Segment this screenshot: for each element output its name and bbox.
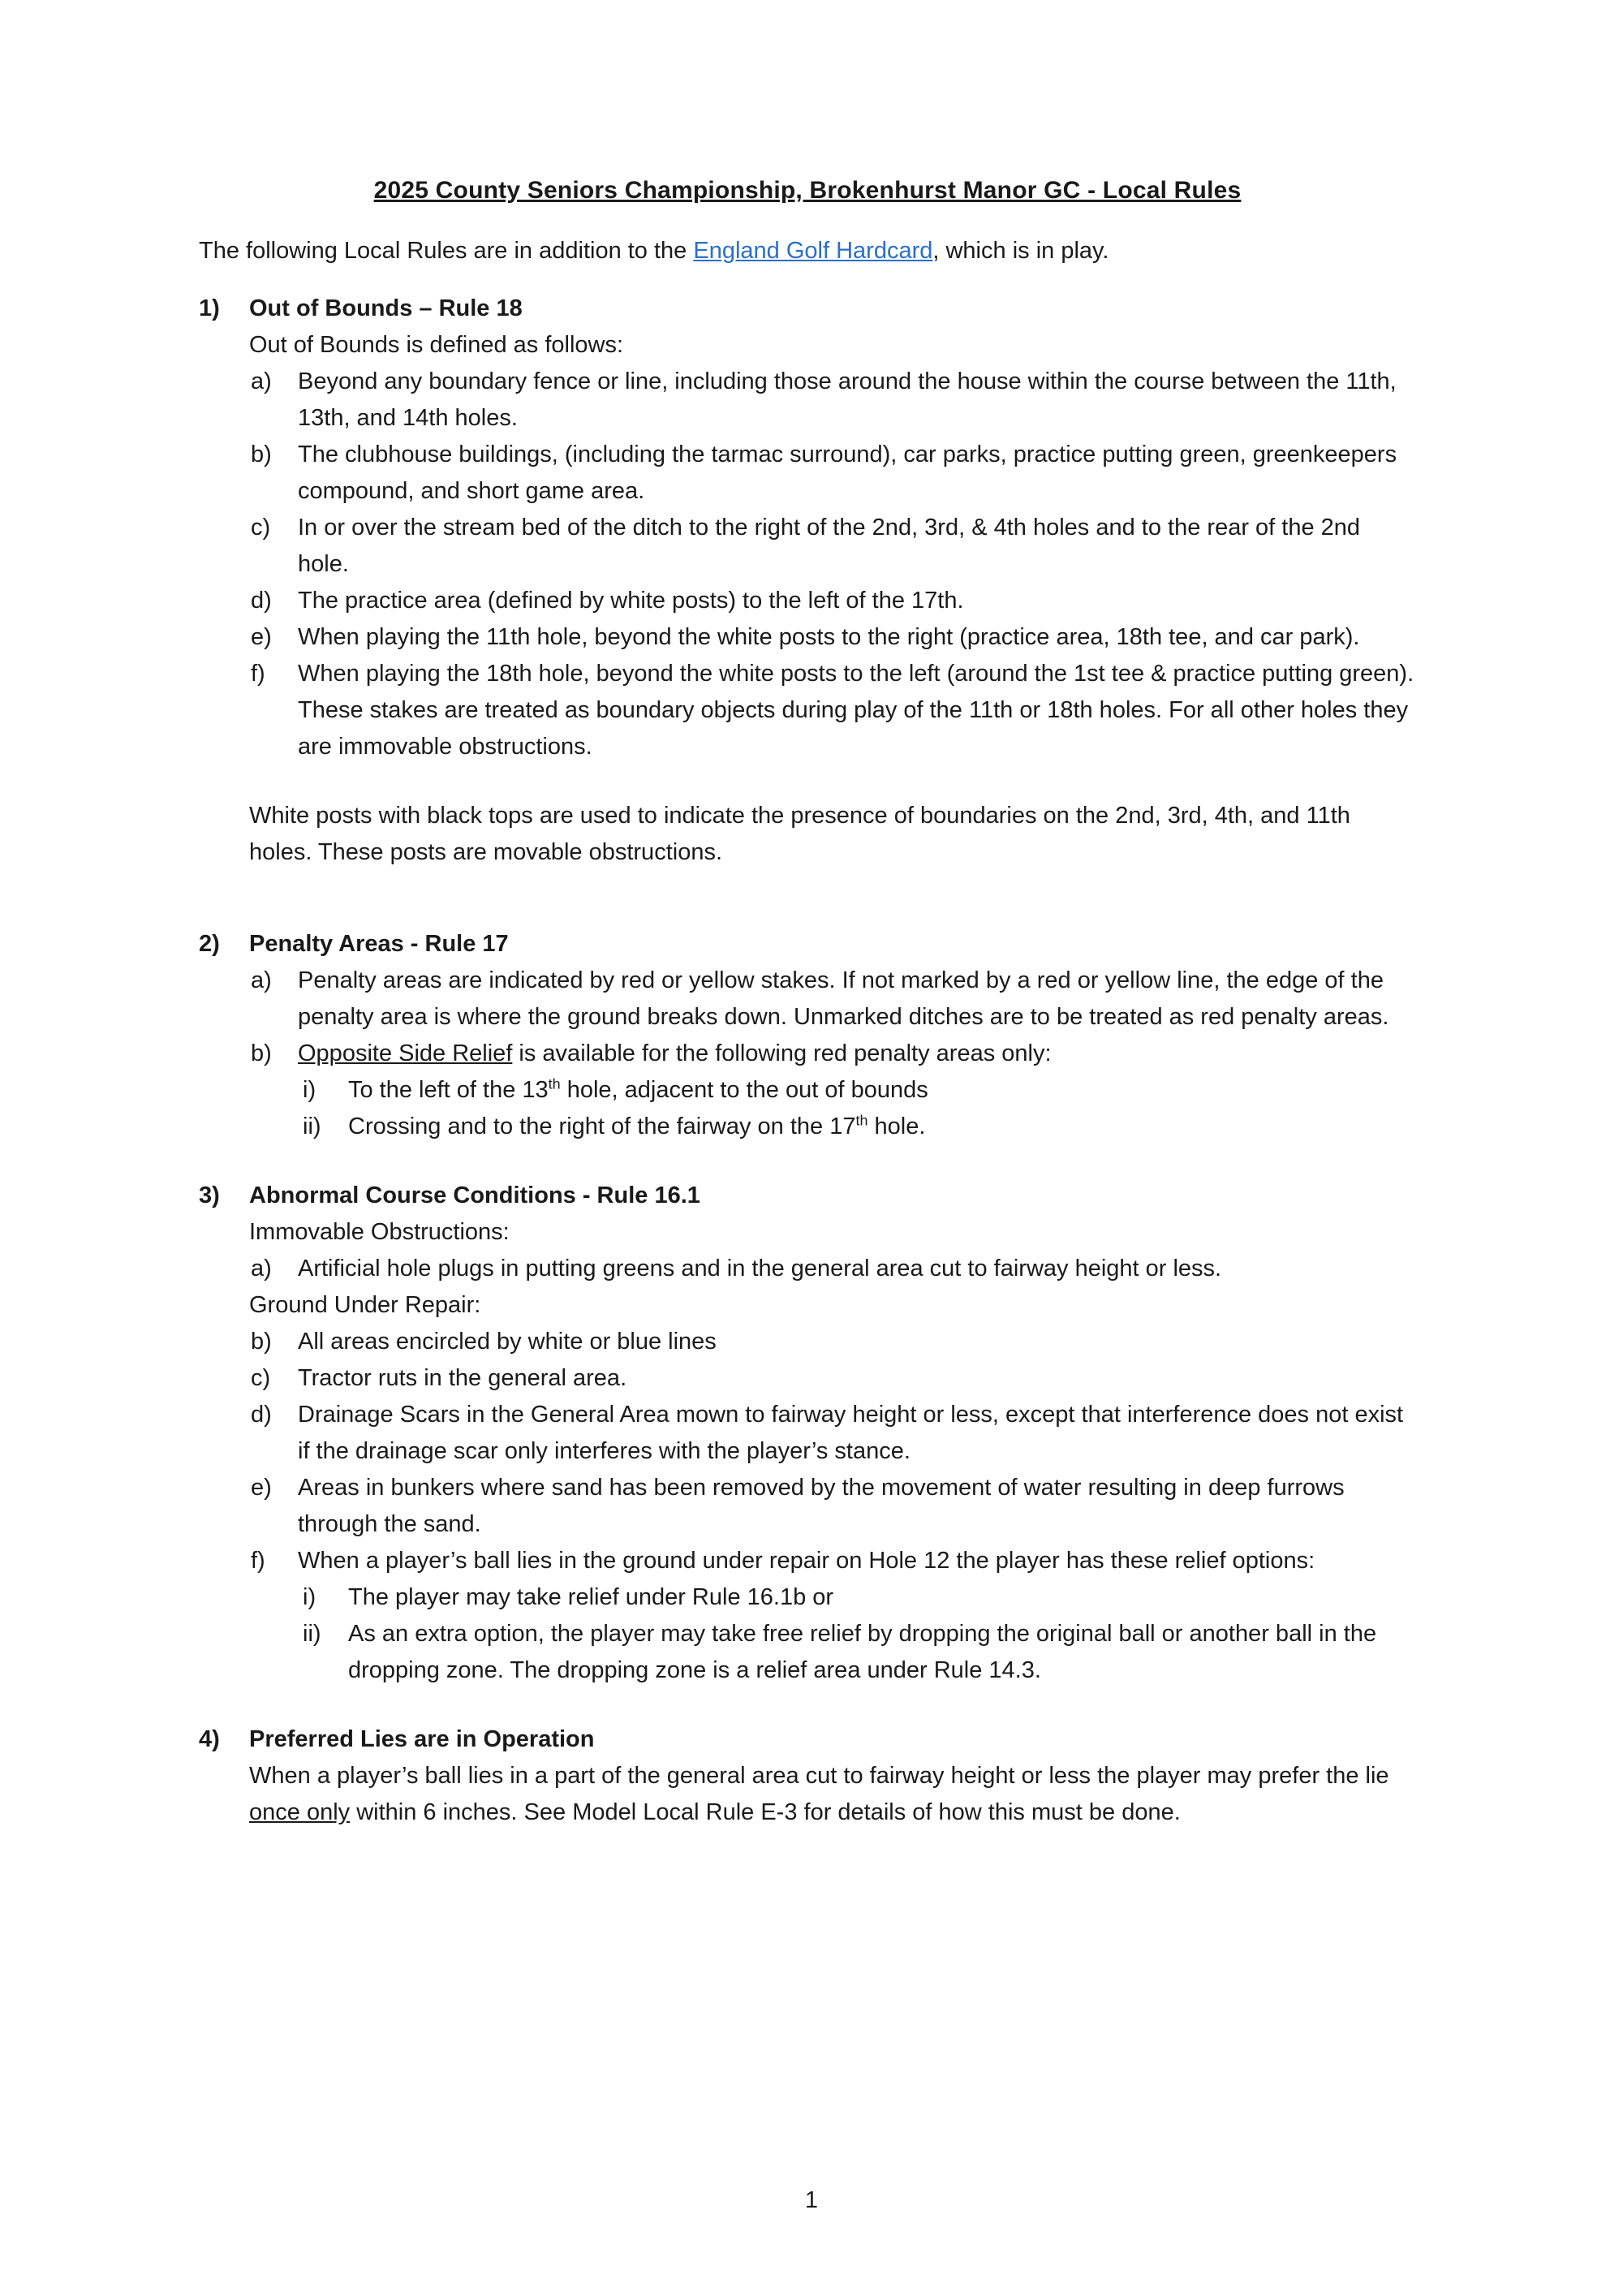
list-item-label: f) (251, 661, 265, 687)
list-item-label: e) (251, 624, 272, 650)
text-run: When a player’s ball lies in the ground under repair on Hole 12 the player has these relief options: (298, 1548, 1315, 1574)
list-item-text (298, 619, 1416, 656)
text-run: White posts with black tops are used to indicate the presence of boundaries on the 2nd, 3rd, 4th, and 11th holes. These posts are movable obstructions. (249, 803, 1350, 865)
section-heading (199, 926, 1416, 963)
text-run: once only (249, 1799, 351, 1825)
paragraph (249, 798, 1416, 871)
list-item-text (298, 364, 1416, 437)
text-run: To the left of the 13 (348, 1077, 549, 1103)
text-run: Crossing and to the right of the fairway on the 17 (348, 1114, 856, 1139)
text-run: All areas encircled by white or blue lines (298, 1329, 717, 1355)
text-run: hole. (867, 1114, 926, 1139)
text-run: The following Local Rules are in addition to the (199, 238, 694, 264)
list-item-label: i) (303, 1077, 316, 1103)
text-run: Artificial hole plugs in putting greens and in the general area cut to fairway height or less. (298, 1256, 1222, 1282)
page-number: 1 (804, 2187, 819, 2213)
list-item (199, 1360, 1416, 1397)
list-item-label: f) (251, 1548, 265, 1574)
rules-section (199, 926, 1416, 1145)
list-item-text (298, 583, 1416, 619)
sub-list-item (199, 1616, 1416, 1689)
rules-section (199, 1178, 1416, 1689)
list-item (199, 510, 1416, 583)
list-item-label: d) (251, 588, 272, 614)
text-run: As an extra option, the player may take free relief by dropping the original ball or another ball in the dropping zone. The dropping zone is a relief area under Rule 14.3. (348, 1621, 1377, 1683)
text-run: is available for the following red penalty areas only: (512, 1040, 1052, 1066)
text-run: , which is in play. (932, 238, 1109, 264)
text-run: When playing the 11th hole, beyond the white posts to the right (practice area, 18th tee, and car park). (298, 624, 1360, 650)
list-item (199, 583, 1416, 619)
section-heading (199, 291, 1416, 327)
section-title: Preferred Lies are in Operation (249, 1726, 595, 1752)
list-item-text (298, 437, 1416, 510)
paragraph (249, 1287, 1416, 1324)
list-item (199, 963, 1416, 1036)
list-item (199, 656, 1416, 765)
superscript-text: th (855, 1112, 868, 1129)
section-heading (199, 1178, 1416, 1214)
text-run: hole, adjacent to the out of bounds (560, 1077, 928, 1103)
list-item (199, 364, 1416, 437)
list-item-label: b) (251, 442, 272, 467)
text-run: Immovable Obstructions: (249, 1219, 510, 1245)
list-item-text (298, 1470, 1416, 1543)
text-run: The player may take relief under Rule 16.1b or (348, 1584, 834, 1610)
england-golf-hardcard-link[interactable]: England Golf Hardcard (693, 238, 933, 264)
text-run: The clubhouse buildings, (including the tarmac surround), car parks, practice putting green, greenkeepers compound, and short game area. (298, 442, 1397, 504)
rules-section (199, 291, 1416, 871)
superscript-text: th (548, 1075, 561, 1092)
list-item-label: a) (251, 1256, 272, 1282)
list-item-text (348, 1616, 1416, 1689)
list-item (199, 1324, 1416, 1360)
paragraph (249, 1758, 1416, 1831)
text-run: Drainage Scars in the General Area mown to fairway height or less, except that interference does not exist if the drainage scar only interferes with the player’s stance. (298, 1402, 1404, 1464)
text-run: In or over the stream bed of the ditch to the right of the 2nd, 3rd, & 4th holes and to the rear of the 2nd hole. (298, 515, 1361, 577)
list-item (199, 1251, 1416, 1287)
list-item-label: a) (251, 368, 272, 394)
list-item-text (298, 1543, 1416, 1579)
paragraph (249, 1214, 1416, 1251)
list-item (199, 437, 1416, 510)
list-item (199, 1543, 1416, 1579)
text-run: Tractor ruts in the general area. (298, 1365, 627, 1391)
list-item-text (298, 1324, 1416, 1360)
list-item (199, 1397, 1416, 1470)
list-item-label: i) (303, 1584, 316, 1610)
list-item-text (298, 1397, 1416, 1470)
list-item-label: c) (251, 1365, 271, 1391)
list-item-text (298, 1360, 1416, 1397)
paragraph (249, 327, 1416, 364)
document-title: 2025 County Seniors Championship, Brokenhurst Manor GC - Local Rules (373, 177, 1242, 204)
sub-list-item (199, 1109, 1416, 1145)
section-number: 1) (199, 295, 220, 321)
list-item-text (348, 1109, 1416, 1145)
list-item-text (298, 510, 1416, 583)
list-item-text (298, 1251, 1416, 1287)
list-item-text (298, 656, 1416, 765)
section-heading (199, 1721, 1416, 1758)
text-run: When playing the 18th hole, beyond the white posts to the left (around the 1st tee & practice putting green). These stakes are treated as boundary objects during play of the 11th or 18th holes. For all other holes they are immovable obstructions. (298, 661, 1414, 760)
list-item (199, 619, 1416, 656)
list-item-label: b) (251, 1040, 272, 1066)
section-number: 3) (199, 1182, 220, 1208)
text-run: within 6 inches. See Model Local Rule E-3 for details of how this must be done. (350, 1799, 1181, 1825)
list-item-text (298, 1036, 1416, 1072)
text-run: Areas in bunkers where sand has been removed by the movement of water resulting in deep furrows through the sand. (298, 1475, 1345, 1537)
list-item-text (348, 1579, 1416, 1616)
text-run: Out of Bounds is defined as follows: (249, 332, 624, 358)
section-title: Abnormal Course Conditions - Rule 16.1 (249, 1182, 700, 1208)
list-item-label: ii) (303, 1621, 321, 1647)
list-item-label: a) (251, 967, 272, 993)
section-title: Out of Bounds – Rule 18 (249, 295, 523, 321)
list-item-label: d) (251, 1402, 272, 1428)
text-run: Ground Under Repair: (249, 1292, 481, 1318)
text-run: The practice area (defined by white posts) to the left of the 17th. (298, 588, 964, 614)
list-item-text (298, 963, 1416, 1036)
intro-paragraph (199, 233, 1416, 269)
text-run: Beyond any boundary fence or line, including those around the house within the course between the 11th, 13th, and 14th holes. (298, 368, 1397, 431)
list-item (199, 1036, 1416, 1072)
section-number: 4) (199, 1726, 220, 1752)
list-item-label: ii) (303, 1114, 321, 1139)
sub-list-item (199, 1072, 1416, 1109)
list-item-text (348, 1072, 1416, 1109)
text-run: Opposite Side Relief (298, 1040, 513, 1066)
list-item-label: b) (251, 1329, 272, 1355)
list-item-label: c) (251, 515, 271, 541)
rules-section (199, 1721, 1416, 1831)
list-item (199, 1470, 1416, 1543)
text-run: When a player’s ball lies in a part of the general area cut to fairway height or less the player may prefer the lie (249, 1763, 1389, 1789)
sub-list-item (199, 1579, 1416, 1616)
section-title: Penalty Areas - Rule 17 (249, 931, 509, 957)
section-number: 2) (199, 931, 220, 957)
text-run: Penalty areas are indicated by red or yellow stakes. If not marked by a red or yellow line, the edge of the penalty area is where the ground breaks down. Unmarked ditches are to be treated as red penalty areas. (298, 967, 1389, 1030)
sections (199, 291, 1416, 1831)
list-item-label: e) (251, 1475, 272, 1501)
